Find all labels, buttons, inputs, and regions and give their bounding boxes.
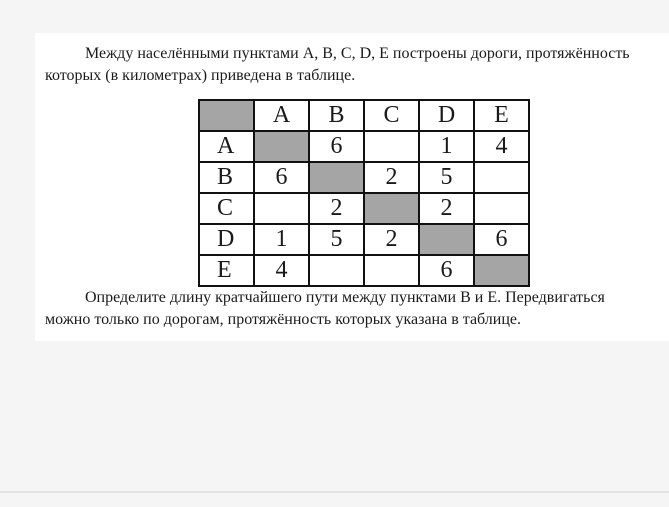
table-cell: 1 — [419, 131, 474, 162]
distance-table — [198, 99, 530, 287]
table-cell: 2 — [364, 224, 419, 255]
task-card — [35, 33, 669, 341]
row-header: B — [199, 162, 254, 193]
table-cell: 6 — [419, 255, 474, 286]
table-cell — [364, 255, 419, 286]
question-paragraph — [45, 287, 669, 331]
table-row — [199, 193, 529, 224]
table-cell: 1 — [254, 224, 309, 255]
column-header: D — [419, 100, 474, 131]
table-cell — [309, 255, 364, 286]
diagonal-cell — [474, 255, 529, 286]
bottom-divider — [0, 491, 669, 493]
row-header: C — [199, 193, 254, 224]
table-row — [199, 162, 529, 193]
corner-cell — [199, 100, 254, 131]
diagonal-cell — [309, 162, 364, 193]
table-cell: 6 — [474, 224, 529, 255]
diagonal-cell — [364, 193, 419, 224]
table-cell: 5 — [309, 224, 364, 255]
diagonal-cell — [419, 224, 474, 255]
table-cell — [364, 131, 419, 162]
table-cell: 6 — [309, 131, 364, 162]
intro-paragraph — [45, 43, 669, 87]
table-cell — [474, 193, 529, 224]
column-header: B — [309, 100, 364, 131]
table-cell: 2 — [419, 193, 474, 224]
table-row — [199, 131, 529, 162]
table-header-row — [199, 100, 529, 131]
column-header: C — [364, 100, 419, 131]
table-cell: 4 — [254, 255, 309, 286]
row-header: A — [199, 131, 254, 162]
table-cell — [254, 193, 309, 224]
diagonal-cell — [254, 131, 309, 162]
table-cell: 5 — [419, 162, 474, 193]
table-cell: 4 — [474, 131, 529, 162]
question-line-1: Определите длину кратчайшего пути между пунктами B и E. Передвигаться — [85, 289, 605, 306]
table-cell: 2 — [309, 193, 364, 224]
table-row — [199, 255, 529, 286]
intro-line-2: которых (в километрах) приведена в таблице. — [45, 67, 356, 84]
table-cell: 6 — [254, 162, 309, 193]
question-line-2: можно только по дорогам, протяжённость которых указана в таблице. — [45, 311, 522, 328]
table-cell: 2 — [364, 162, 419, 193]
table-cell — [474, 162, 529, 193]
intro-line-1: Между населёнными пунктами A, B, C, D, E построены дороги, протяжённость — [85, 45, 630, 62]
table-row — [199, 224, 529, 255]
column-header: A — [254, 100, 309, 131]
row-header: E — [199, 255, 254, 286]
column-header: E — [474, 100, 529, 131]
row-header: D — [199, 224, 254, 255]
